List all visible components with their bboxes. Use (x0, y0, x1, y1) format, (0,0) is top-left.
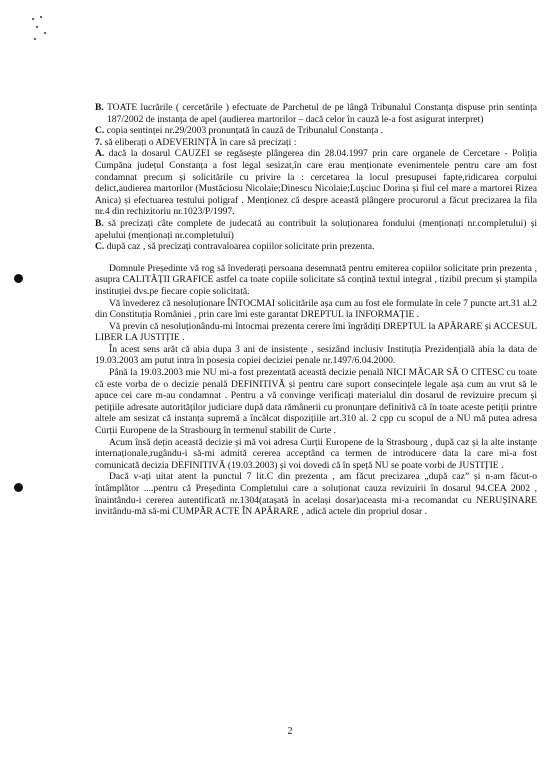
paragraph (95, 137, 537, 149)
paragraph (95, 218, 537, 241)
punch-hole (14, 274, 23, 283)
paragraph-text: Acum însă dețin această decizie și mă voi adresa Curții Europene de la Strasbourg , după caz și la alte instanțe internaționale,rugându-i să-mi admită cererea acceptând ca termen de introducere data la care mi-a fost comunicată decizia DEFINITIVĂ (19.03.2003) și voi dovedi că în speță NU se poate vorbi de JUSTIȚIE . (95, 436, 537, 471)
paragraph (95, 367, 537, 437)
paragraph (95, 437, 537, 472)
paragraph-text: să precizați câte complete de judecată au contribuit la soluționarea fondului (menționați nr.completului) și apelului (menționați nr.completului) (95, 217, 537, 241)
paragraph (95, 241, 537, 253)
paragraph-text: dacă la dosarul CAUZEI se regăsește plângerea din 28.04.1997 prin care organele de Cercetare - Poliția Cumpăna județul Constanța a fost legal sesizat,în care erau menționate evenimentele pentru care am fost condamnat precum și solicitările cu privire la : cercetarea la locul presupusei fapte,ridicarea corpului delict,audierea martorilor (Mustăciosu Nicolaie;Dinescu Nicolaie;Lușciuc Dorina și fiul cel mare a martorei Rizea Anica) și efectuarea testului poligraf . Menționez că despre această plângere procurorul a făcut precizarea la fila nr.4 din rechizitoriu nr.1023/P/1997. (95, 148, 537, 218)
item-label: B. (95, 102, 104, 113)
paragraph (95, 321, 537, 344)
paragraph (95, 263, 537, 298)
paragraph-text: Domnule Președinte vă rog să învederați persoana desemnată pentru emiterea copiilor solicitate prin prezenta , asupra CALITĂȚII GRAFICE astfel ca toate copiile solicitate să conțină textul integral , tizibil precum și ștampila instituției dvs.pe fiecare copie solicitată. (95, 262, 537, 297)
item-label: A. (95, 148, 105, 160)
paragraph-text: Până la 19.03.2003 mie NU mi-a fost prezentată această decizie penală NICI MĂCAR SĂ O CITESC cu toate că este vorba de o decizie penală DEFINITIVĂ și pentru care suport consecințele legale așa cum au vrut să le apuce cei care m-au condamnat . Pentru a vă convinge verificați materialul din dosarul de revizuire precum și petițiile adresate autorităților judiciare după data rămânerii cu pronunțare definitivă că în toate aceste petiții printre altele am sesizat că instanța supremă a încălcat dispozițiile art.310 al. 2 cpp cu scopul de a NU mă putea adresa Curții Europene de la Strasbourg în termenul stabilit de Curte . (95, 367, 537, 437)
paragraph (95, 125, 537, 137)
paragraph-text: copia sentinței nr.29/2003 pronunțată în cauză de Tribunalul Constanța . (104, 125, 384, 137)
item-label: B. (95, 217, 104, 229)
paragraph (95, 344, 537, 367)
paragraph-text: TOATE lucrările ( cercetările ) efectuate de Parchetul de pe lângă Tribunalul Constanța dispuse prin sentința 187/2002 de instanța de apel (audierea martorilor – dacă celor în cauză le-a fost asigurat interpret) (103, 102, 537, 125)
page-number: 2 (287, 726, 293, 737)
paragraph (95, 471, 537, 517)
paragraph-text: Vă previn că nesoluționându-mi întocmai prezenta cerere îmi îngrădiți DREPTUL la APĂRARE și ACCESUL LIBER LA JUSTIȚIE . (95, 320, 537, 344)
item-label: C. (95, 241, 105, 253)
scan-specks (30, 14, 60, 44)
paragraph-text: Dacă v-ați uitat atent la punctul 7 lit.C din prezenta , am făcut precizarea „după caz” și n-am făcut-o întâmplător ....pentru că Președinta Completului care a soluționat cauza revizuirii în dosarul 94.CEA 2002 , înaintându-i cererea autentificată nr.1304(atașată în același dosar)aceasta mi-a recomandat cu NERUȘINARE invitându-mă să-mi CUMPĂR ACTE ÎN APĂRARE , adică actele din propriul dosar . (95, 471, 537, 518)
item-label: 7. (95, 136, 103, 148)
punch-hole (14, 483, 23, 492)
paragraph (95, 148, 537, 218)
paragraph-text: să eliberați o ADEVERINȚĂ în care să precizați : (102, 136, 297, 148)
paragraph-text: În acest sens arăt că abia dupa 3 ani de insistențe , sesizând inclusiv Instituția Prezidențială abia la data de 19.03.2003 am putut intra în posesia copiei deciziei penale nr.1497/6.04.2000. (95, 343, 537, 367)
paragraph-text: Vă învederez că nesoluționare ÎNTOCMAI solicitările așa cum au fost ele formulate în cele 7 puncte art.31 al.2 din Constituția României , prin care îmi este garantat DREPTUL la INFORMAȚIE . (95, 297, 537, 321)
paragraph (95, 298, 537, 321)
paragraph-gap (95, 253, 537, 263)
paragraph (95, 102, 537, 125)
paragraph-text: după caz , să precizați contravaloarea copiilor solicitate prin prezenta. (104, 241, 375, 253)
item-label: C. (95, 125, 105, 137)
document-body (95, 102, 537, 518)
